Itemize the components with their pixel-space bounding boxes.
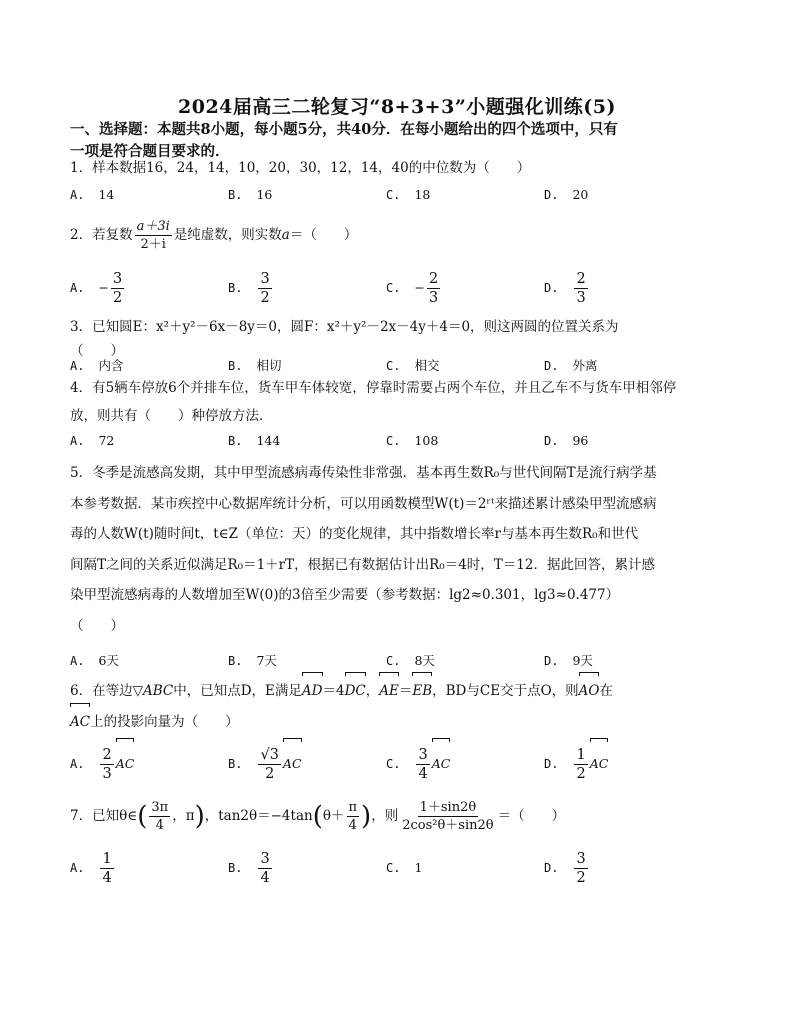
option-b: B. $\frac{3}{2}$ <box>228 270 270 306</box>
option-a: A. $\frac{1}{4}$ <box>70 850 112 886</box>
option-b: B. 相切 <box>228 358 282 373</box>
option-c: C. 18 <box>386 187 431 202</box>
fraction-numerator: a＋3i <box>136 219 170 234</box>
option-c: C. $\frac{3}{4}$ AC <box>386 742 450 786</box>
vector-ad: AD <box>302 676 323 707</box>
option-b: B. $\frac{3}{4}$ <box>228 850 270 886</box>
section-heading-line-1: 一、选择题：本题共8小题，每小题5分，共40分．在每小题给出的四个选项中，只有 <box>70 121 618 138</box>
page-title: 2024届高三二轮复习“8+3+3”小题强化训练(5) <box>178 96 616 118</box>
question-6-options <box>70 742 710 786</box>
option-d: D. 96 <box>544 433 589 448</box>
question-1-options <box>70 180 710 210</box>
option-a: A. 72 <box>70 433 115 448</box>
option-c: C. − $\frac{2}{3}$ <box>386 270 439 306</box>
option-c: C. 8天 <box>386 653 435 668</box>
vector-ac: AC <box>70 707 90 738</box>
option-a: A. $\frac{2}{3}$ AC <box>70 742 134 786</box>
option-d: D. 20 <box>544 187 589 202</box>
question-2: 2．若复数 $\frac{a+3i}{2+i}$ 是纯虚数，则实数a＝（ ） <box>70 219 358 252</box>
option-b: B. 144 <box>228 433 281 448</box>
option-a: A. 内含 <box>70 358 124 373</box>
option-c: C. 108 <box>386 433 439 448</box>
option-d: D. $\frac{1}{2}$ AC <box>544 742 608 786</box>
section-heading-line-2: 一项是符合题目要求的． <box>70 143 230 160</box>
question-4: 4．有5辆车停放6个并排车位，货车甲车体较宽，停靠时需要占两个车位，并且乙车不与货车甲相邻停 放，则共有（ ）种停放方法． <box>70 380 677 424</box>
question-4-options <box>70 426 710 456</box>
option-a: A. − $\frac{3}{2}$ <box>70 270 123 306</box>
option-b: B. $\frac{√3}{2}$ AC <box>228 742 302 786</box>
option-a: A. 14 <box>70 187 115 202</box>
option-d: D. $\frac{3}{2}$ <box>544 850 586 886</box>
question-5: 5．冬季是流感高发期，其中甲型流感病毒传染性非常强．基本再生数R₀与世代间隔T是流行病学基 本参考数据．某市疾控中心数据库统计分析，可以用函数模型W(t)＝2ʳᵗ来描述累计感染甲型流感病 毒的人数W(t)随时间t，t∈Z（单位：天）的变化规律，其中指数增长率r与基本再生数R₀和世代 间隔T之间的关系近似满足R₀＝1＋rT，根据已有数据估计出R₀＝4时，T＝12．据此回答，累计感 染甲型流感病毒的人数增加至W(0)的3倍至少需要（参考数据：lg2≈0.301，lg3≈0.477） （ ） <box>70 465 657 634</box>
question-3: 3．已知圆E：x²＋y²－6x－8y＝0，圆F：x²＋y²－2x－4y＋4＝0，则这两圆的位置关系为 （ ） <box>70 319 619 359</box>
question-7: 7．已知θ∈( $\frac{3\pi}{4}$ ，π)，tan2θ＝−4tan(θ＋ $\frac{\pi}{4}$ )，则 $\frac{1+\sin 2\theta}{\text{2cos²θ＋sin2θ}}$ ＝（ ） <box>70 800 566 833</box>
option-d: D. 9天 <box>544 653 593 668</box>
vector-ao: AO <box>579 676 600 707</box>
question-7-options <box>70 846 710 890</box>
fraction-denominator: 2＋i <box>140 237 166 252</box>
option-a: A. 6天 <box>70 653 119 668</box>
option-d: D. $\frac{2}{3}$ <box>544 270 586 306</box>
question-1: 1．样本数据16，24，14，10，20，30，12，14，40的中位数为（ ） <box>70 160 531 176</box>
option-c: C. 相交 <box>386 358 440 373</box>
vector-eb: EB <box>412 676 432 707</box>
option-c: C. 1 <box>386 860 423 875</box>
option-b: B. 7天 <box>228 653 277 668</box>
vector-dc: DC <box>345 676 366 707</box>
option-d: D. 外离 <box>544 358 598 373</box>
question-2-options <box>70 268 710 308</box>
option-b: B. 16 <box>228 187 273 202</box>
question-6: 6．在等边▽ABC中，已知点D，E满足AD＝4DC，AE＝EB，BD与CE交于点O，则AO在 AC上的投影向量为（ ） <box>70 676 710 738</box>
vector-ae: AE <box>379 676 399 707</box>
